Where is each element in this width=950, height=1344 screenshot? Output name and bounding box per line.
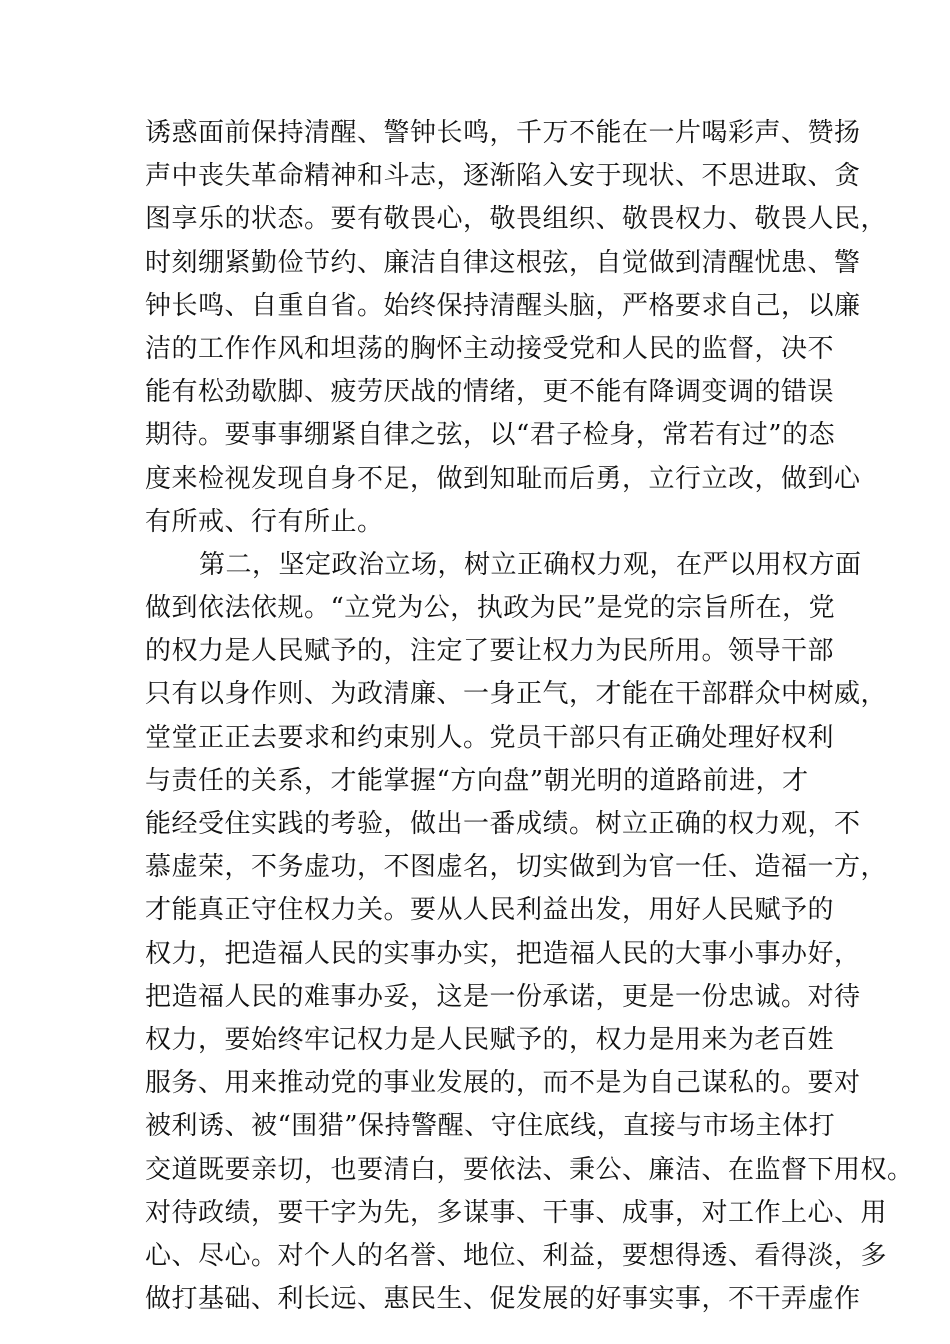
text-line: 有所戒、行有所止。 — [145, 506, 384, 537]
text-line: 做到依法依规。“立党为公，执政为民”是党的宗旨所在，党 — [145, 593, 836, 624]
text-line: 被利诱、被“围猎”保持警醒、守住底线，直接与市场主体打 — [145, 1111, 836, 1142]
text-line: 的权力是人民赋予的，注定了要让权力为民所用。领导干部 — [145, 636, 835, 667]
text-line: 权力，要始终牢记权力是人民赋予的，权力是用来为老百姓 — [145, 1024, 835, 1055]
text-line: 期待。要事事绷紧自律之弦，以“君子检身，常若有过”的态 — [145, 420, 836, 451]
paragraph-start-line: 第二，坚定政治立场，树立正确权力观，在严以用权方面 — [199, 549, 862, 580]
text-line: 心、尽心。对个人的名誉、地位、利益，要想得透、看得淡，多 — [145, 1240, 888, 1271]
text-line: 服务、用来推动党的事业发展的，而不是为自己谋私的。要对 — [145, 1068, 861, 1099]
text-line: 与责任的关系，才能掌握“方向盘”朝光明的道路前进，才 — [145, 765, 809, 796]
text-line: 权力，把造福人民的实事办实，把造福人民的大事小事办好， — [145, 938, 861, 969]
text-line: 做打基础、利长远、惠民生、促发展的好事实事，不干弄虚作 — [145, 1284, 861, 1315]
text-line: 度来检视发现自身不足，做到知耻而后勇，立行立改，做到心 — [145, 463, 861, 494]
text-line: 能有松劲歇脚、疲劳厌战的情绪，更不能有降调变调的错误 — [145, 377, 835, 408]
text-line: 图享乐的状态。要有敬畏心，敬畏组织、敬畏权力、敬畏人民， — [145, 204, 888, 235]
text-line: 把造福人民的难事办妥，这是一份承诺，更是一份忠诚。对待 — [145, 981, 861, 1012]
text-line: 时刻绷紧勤俭节约、廉洁自律这根弦，自觉做到清醒忧患、警 — [145, 247, 861, 278]
text-line: 钟长鸣、自重自省。始终保持清醒头脑，严格要求自己，以廉 — [145, 290, 861, 321]
text-line: 才能真正守住权力关。要从人民利益出发，用好人民赋予的 — [145, 895, 835, 926]
body-text — [145, 112, 914, 1321]
text-line: 诱惑面前保持清醒、警钟长鸣，千万不能在一片喝彩声、赞扬 — [145, 118, 861, 148]
text-line: 洁的工作作风和坦荡的胸怀主动接受党和人民的监督，决不 — [145, 333, 835, 364]
text-line: 只有以身作则、为政清廉、一身正气，才能在干部群众中树威， — [145, 679, 888, 710]
text-line: 能经受住实践的考验，做出一番成绩。树立正确的权力观，不 — [145, 809, 861, 839]
text-line: 对待政绩，要干字为先，多谋事、干事、成事，对工作上心、用 — [145, 1197, 888, 1228]
text-line: 声中丧失革命精神和斗志，逐渐陷入安于现状、不思进取、贪 — [145, 161, 861, 192]
text-line: 交道既要亲切，也要清白，要依法、秉公、廉洁、在监督下用权。 — [145, 1154, 914, 1185]
text-line: 慕虚荣，不务虚功，不图虚名，切实做到为官一任、造福一方， — [145, 852, 888, 883]
text-line: 堂堂正正去要求和约束别人。党员干部只有正确处理好权利 — [145, 722, 835, 753]
